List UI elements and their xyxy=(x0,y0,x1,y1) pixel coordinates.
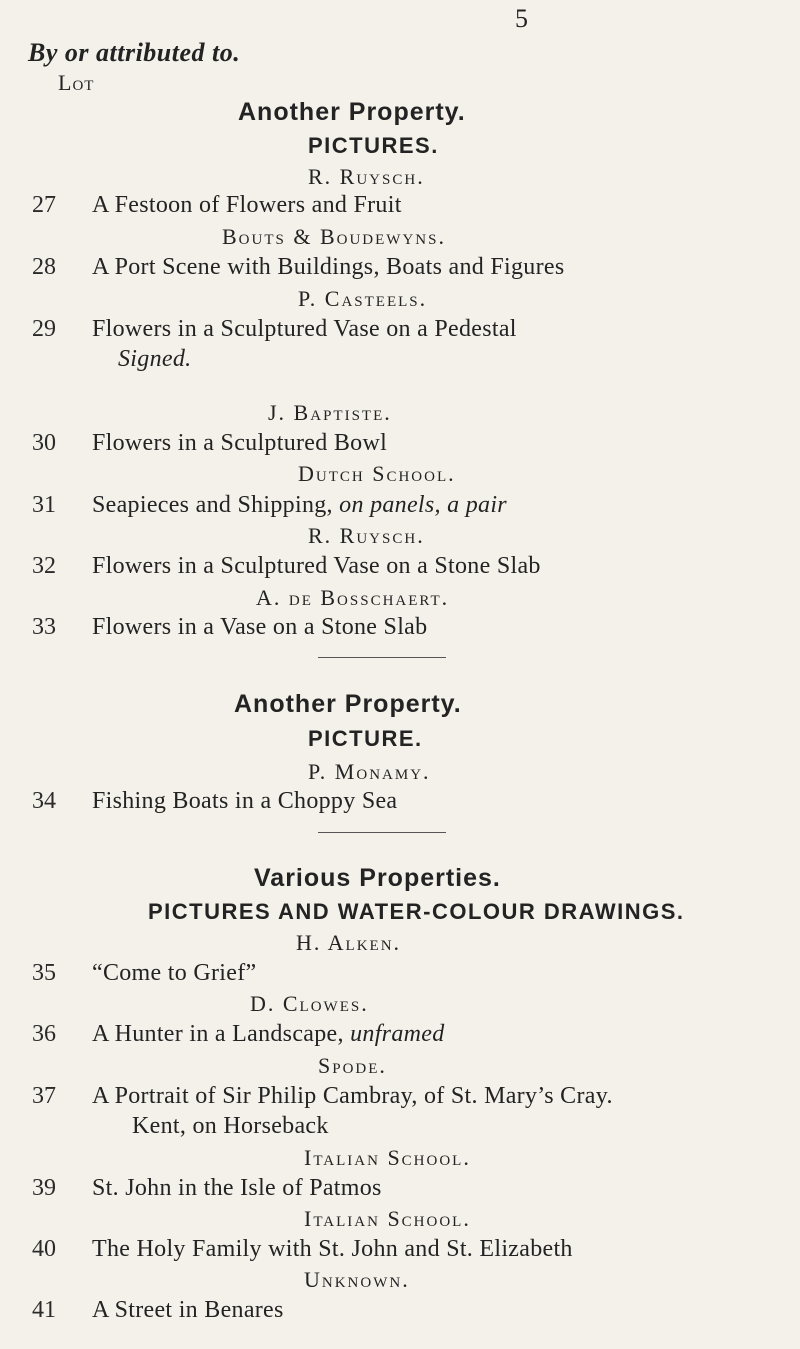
lot-title-main: A Hunter in a Landscape, xyxy=(92,1021,344,1047)
lot-number: 37 xyxy=(32,1083,56,1109)
lot-number: 32 xyxy=(32,553,56,579)
lot-title: Fishing Boats in a Choppy Sea xyxy=(92,788,398,814)
section-heading: Another Property. xyxy=(234,690,462,718)
lot-number: 41 xyxy=(32,1297,56,1323)
artist-name: Bouts & Boudewyns. xyxy=(222,224,446,249)
artist-name: P. Casteels. xyxy=(298,286,428,311)
lot-title-continued: Kent, on Horseback xyxy=(132,1113,329,1139)
lot-number: 40 xyxy=(32,1236,56,1262)
section-divider xyxy=(318,832,446,833)
lot-title-italic: unframed xyxy=(350,1021,445,1047)
artist-name: Spode. xyxy=(318,1053,387,1078)
lot-title: “Come to Grief” xyxy=(92,960,257,986)
lot-number: 39 xyxy=(32,1175,56,1201)
artist-name: H. Alken. xyxy=(296,930,402,955)
lot-note: Signed. xyxy=(118,346,192,372)
section-subheading: PICTURES AND WATER-COLOUR DRAWINGS. xyxy=(148,899,685,924)
section-subheading: PICTURES. xyxy=(308,133,439,158)
lot-number: 31 xyxy=(32,492,56,518)
lot-title: St. John in the Isle of Patmos xyxy=(92,1175,382,1201)
artist-name: R. Ruysch. xyxy=(308,164,425,189)
section-subheading: PICTURE. xyxy=(308,726,423,751)
artist-name: D. Clowes. xyxy=(250,991,369,1016)
artist-name: A. de Bosschaert. xyxy=(256,585,450,610)
artist-name: P. Monamy. xyxy=(308,759,431,784)
artist-name: R. Ruysch. xyxy=(308,523,425,548)
lot-title xyxy=(92,1021,445,1048)
lot-title: Flowers in a Sculptured Vase on a Pedestal xyxy=(92,316,517,342)
lot-column-label: Lot xyxy=(58,70,95,95)
lot-number: 28 xyxy=(32,254,56,280)
artist-name: J. Baptiste. xyxy=(268,400,392,425)
lot-number: 33 xyxy=(32,614,56,640)
artist-name: Italian School. xyxy=(304,1145,471,1170)
section-heading: Another Property. xyxy=(238,98,466,126)
lot-title xyxy=(92,492,507,519)
lot-title-italic: on panels, a pair xyxy=(339,492,507,518)
lot-title: A Street in Benares xyxy=(92,1297,284,1323)
lot-title: Flowers in a Sculptured Vase on a Stone Slab xyxy=(92,553,541,579)
lot-number: 29 xyxy=(32,316,56,342)
lot-number: 36 xyxy=(32,1021,56,1047)
lot-number: 27 xyxy=(32,192,56,218)
artist-name: Italian School. xyxy=(304,1206,471,1231)
section-heading: Various Properties. xyxy=(254,864,501,892)
page-number: 5 xyxy=(515,4,528,33)
lot-title: A Festoon of Flowers and Fruit xyxy=(92,192,402,218)
attribution-heading: By or attributed to. xyxy=(28,38,241,67)
lot-title: A Port Scene with Buildings, Boats and Figures xyxy=(92,254,565,280)
artist-name: Dutch School. xyxy=(298,461,456,486)
lot-number: 35 xyxy=(32,960,56,986)
lot-number: 34 xyxy=(32,788,56,814)
lot-title-main: Seapieces and Shipping, xyxy=(92,492,333,518)
lot-title: The Holy Family with St. John and St. Elizabeth xyxy=(92,1236,573,1262)
lot-title: A Portrait of Sir Philip Cambray, of St. Mary’s Cray. xyxy=(92,1083,613,1109)
lot-title: Flowers in a Vase on a Stone Slab xyxy=(92,614,428,640)
lot-title: Flowers in a Sculptured Bowl xyxy=(92,430,388,456)
artist-name: Unknown. xyxy=(304,1267,410,1292)
section-divider xyxy=(318,657,446,658)
lot-number: 30 xyxy=(32,430,56,456)
